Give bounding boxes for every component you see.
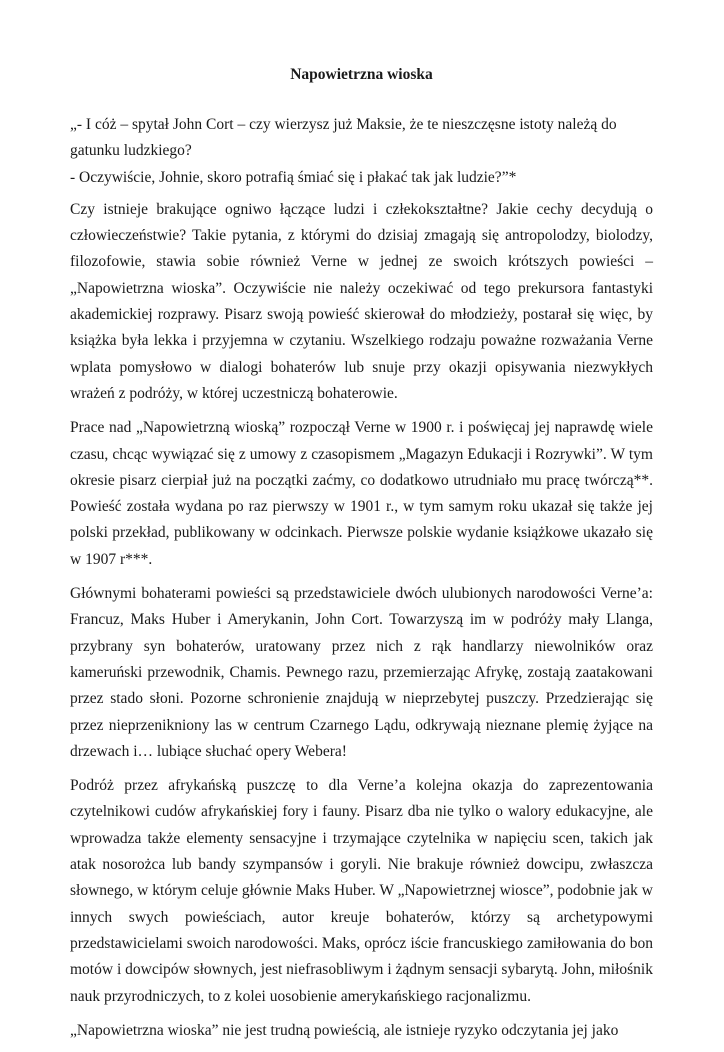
paragraph: Podróż przez afrykańską puszczę to dla Verne’a kolejna okazja do zaprezentowania czytelnikowi cudów afrykańskiej fory i fauny. Pisarz dba nie tylko o walory edukacyjne, ale wprowadza także elementy sensacyjne i trzymające czytelnika w napięciu scen, takich jak atak nosorożca lub bandy szympansów i goryli. Nie brakuje również dowcipu, zwłaszcza słownego, w którym celuje głównie Maks Huber. W „Napowietrznej wiosce”, podobnie jak w innych swych powieściach, autor kreuje bohaterów, którzy są archetypowymi przedstawicielami swoich narodowości. Maks, oprócz iście francuskiego zamiłowania do bon motów i dowcipów słownych, jest niefrasobliwym i żądnym sensacji sybarytą. John, miłośnik nauk przyrodniczych, to z kolei uosobienie amerykańskiego racjonalizmu. (70, 777, 653, 1005)
paragraph: Prace nad „Napowietrzną wioską” rozpoczął Verne w 1900 r. i poświęcaj jej naprawdę wiele czasu, chcąc wywiązać się z umowy z czasopismem „Magazyn Edukacji i Rozrywki”. W tym okresie pisarz cierpiał już na początki zaćmy, co dodatkowo utrudniało mu pracę twórczą**. Powieść została wydana po raz pierwszy w 1901 r., w tym samym roku ukazał się także jej polski przekład, publikowany w odcinkach. Pierwsze polskie wydanie książkowe ukazało się w 1907 r***. (70, 419, 653, 568)
epigraph-line: „- I cóż – spytał John Cort – czy wierzysz już Maksie, że te nieszczęsne istoty należą do gatunku ludzkiego? (70, 116, 617, 160)
epigraph (70, 112, 653, 191)
paragraph: Czy istnieje brakujące ogniwo łączące ludzi i człekokształtne? Jakie cechy decydują o człowieczeństwie? Takie pytania, z którymi do dzisiaj zmagają się antropolodzy, biolodzy, filozofowie, stawia sobie również Verne w jednej ze swoich krótszych powieści – „Napowietrzna wioska”. Oczywiście nie należy oczekiwać od tego prekursora fantastyki akademickiej rozprawy. Pisarz swoją powieść skierował do młodzieży, postarał się więc, by książka była lekka i przyjemna w czytaniu. Wszelkiego rodzaju poważne rozważania Verne wplata pomysłowo w dialogi bohaterów lub snuje przy okazji opisywania niezwykłych wrażeń z podróży, w której uczestniczą bohaterowie. (70, 200, 653, 402)
epigraph-line: - Oczywiście, Johnie, skoro potrafią śmiać się i płakać tak jak ludzie?”* (70, 168, 517, 186)
paragraph: „Napowietrzna wioska” nie jest trudną powieścią, ale istnieje ryzyko odczytania jej jako (70, 1021, 619, 1039)
paragraph: Głównymi bohaterami powieści są przedstawiciele dwóch ulubionych narodowości Verne’a: Francuz, Maks Huber i Amerykanin, John Cort. Towarzyszą im w podróży mały Llanga, przybrany syn bohaterów, uratowany przez nich z rąk handlarzy niewolników oraz kameruński przewodnik, Chamis. Pewnego razu, przemierzając Afrykę, zostają zaatakowani przez stado słoni. Pozorne schronienie znajdują w nieprzebytej puszczy. Przedzierając się przez nieprzenikniony las w centrum Czarnego Lądu, odkrywają nieznane plemię żyjące na drzewach i… lubiące słuchać opery Webera! (70, 585, 653, 760)
document-page (70, 64, 653, 1052)
document-title: Napowietrzna wioska (290, 66, 433, 83)
